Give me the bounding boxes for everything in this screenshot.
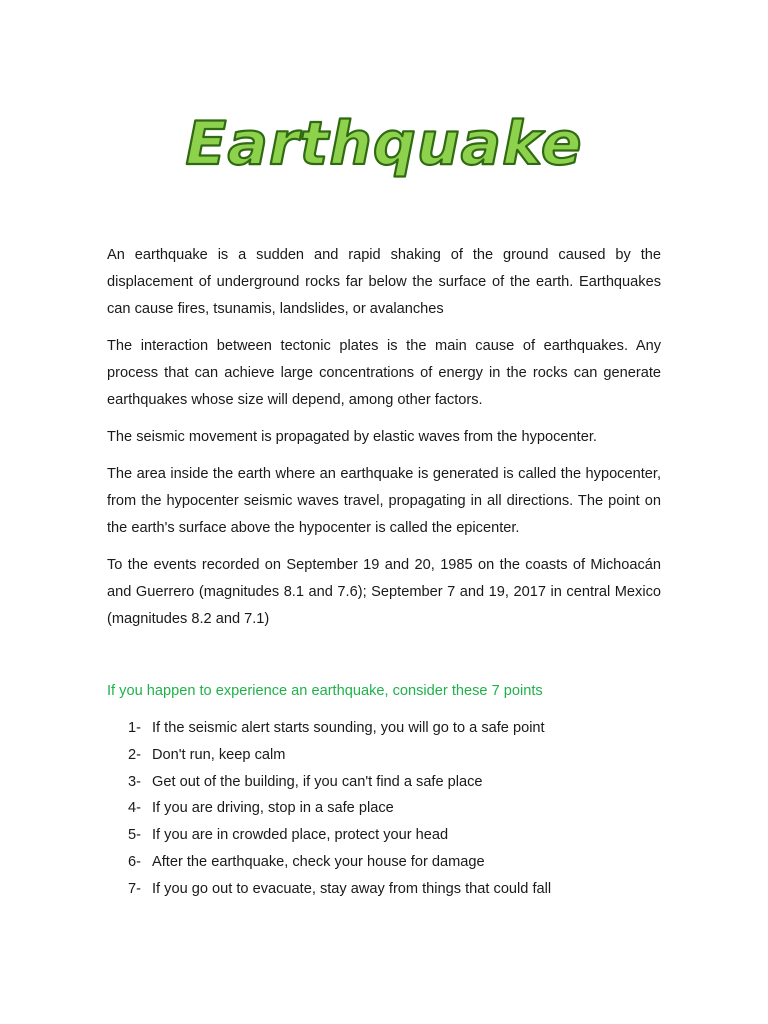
paragraph-definition: An earthquake is a sudden and rapid shaking of the ground caused by the displacement of underground rocks far below the surface of the earth. Earthquakes can cause fires, tsunamis, landslides, or avalanches (107, 247, 661, 317)
list-item-number: 3- (128, 773, 141, 790)
list-item-number: 6- (128, 853, 141, 870)
list-item (128, 876, 551, 903)
points-heading: If you happen to experience an earthquake, consider these 7 points (107, 683, 543, 699)
list-item (128, 742, 551, 769)
list-item-text: If the seismic alert starts sounding, you will go to a safe point (152, 720, 545, 736)
safety-points-list (128, 715, 551, 903)
paragraph-events: To the events recorded on September 19 and 20, 1985 on the coasts of Michoacán and Guerrero (magnitudes 8.1 and 7.6); September 7 and 19, 2017 in central Mexico (magnitudes 8.2 and 7.1) (107, 557, 661, 627)
list-item-text: Don't run, keep calm (152, 746, 286, 763)
list-item-text: Get out of the building, if you can't find a safe place (152, 773, 483, 790)
list-item-number: 5- (128, 827, 141, 844)
list-item (128, 795, 551, 822)
list-item (128, 849, 551, 876)
list-item-text: If you are in crowded place, protect your head (152, 827, 449, 844)
paragraph-causes: The interaction between tectonic plates is the main cause of earthquakes. Any process that can achieve large concentrations of energy in the rocks can generate earthquakes whose size will depend, among other factors. (107, 338, 661, 408)
list-item-number: 2- (128, 746, 141, 763)
title-banner (0, 102, 768, 192)
list-item-text: If you go out to evacuate, stay away from things that could fall (152, 880, 552, 897)
list-item-text: If you are driving, stop in a safe place (152, 800, 394, 817)
list-item-text: After the earthquake, check your house for damage (152, 853, 485, 870)
paragraph-hypocenter: The area inside the earth where an earthquake is generated is called the hypocenter, from the hypocenter seismic waves travel, propagating in all directions. The point on the earth's surface above the hypocenter is called the epicenter. (107, 466, 661, 536)
list-item (128, 822, 551, 849)
list-item-number: 4- (128, 800, 141, 817)
intro-section (107, 242, 661, 643)
page-title: Earthquake (185, 109, 583, 179)
title-wordart (164, 102, 604, 192)
list-item-number: 7- (128, 880, 141, 897)
paragraph-propagation: The seismic movement is propagated by elastic waves from the hypocenter. (107, 429, 597, 445)
list-item-number: 1- (128, 720, 141, 736)
list-item (128, 715, 551, 742)
list-item (128, 769, 551, 796)
